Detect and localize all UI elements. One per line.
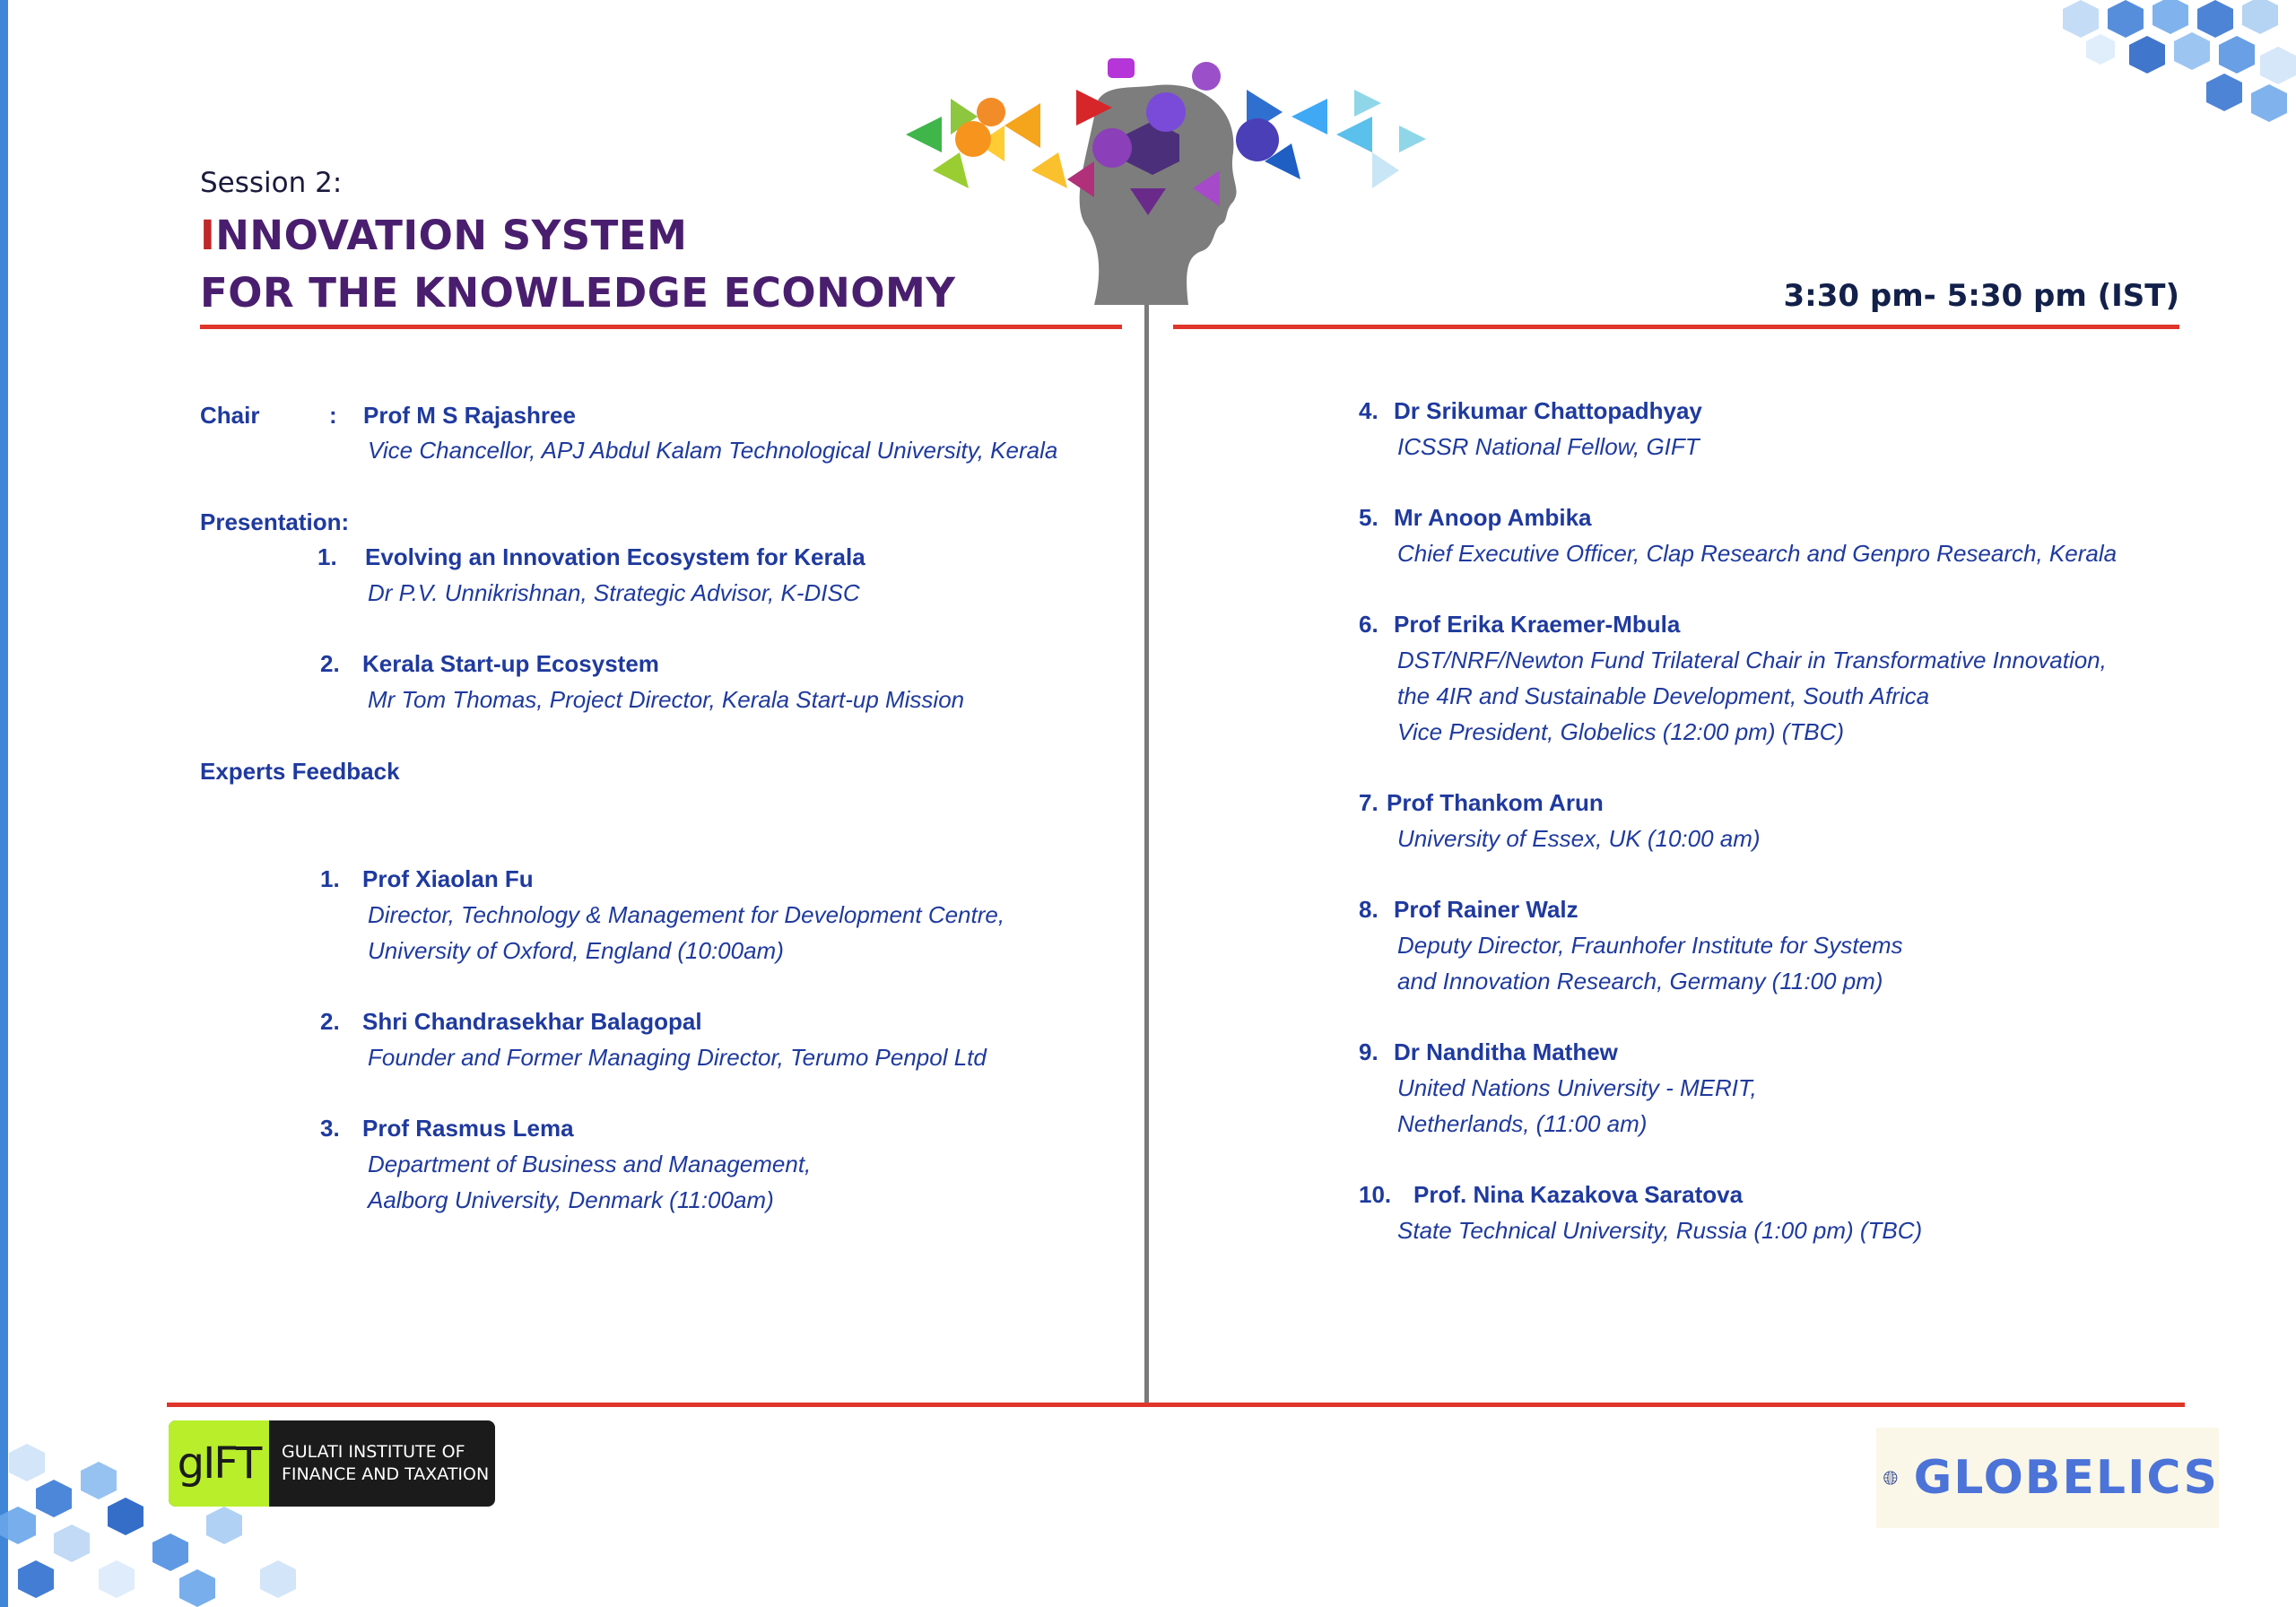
expert-item xyxy=(320,1110,811,1218)
presentation-title: Kerala Start-up Ecosystem xyxy=(362,650,659,677)
globelics-wordmark: GLOBELICS xyxy=(1913,1451,2219,1505)
list-number: 6. xyxy=(1359,611,1378,638)
head-innovation-illustration xyxy=(870,36,1444,314)
expert-item xyxy=(1359,606,2107,750)
expert-affiliation: Deputy Director, Fraunhofer Institute for Systems xyxy=(1397,932,1903,959)
expert-item xyxy=(320,1003,987,1075)
session-label: Session 2: xyxy=(200,167,343,199)
left-frame-bar xyxy=(0,0,8,1607)
gift-logo-line1: GULATI INSTITUTE OF xyxy=(282,1442,465,1462)
session-time: 3:30 pm- 5:30 pm (IST) xyxy=(1783,278,2179,314)
list-number: 4. xyxy=(1359,397,1378,424)
presentation-item xyxy=(320,646,964,717)
list-number: 2. xyxy=(320,650,340,677)
gift-logo-line2: FINANCE AND TAXATION xyxy=(282,1464,490,1484)
header-rule-right xyxy=(1173,325,2179,329)
expert-affiliation: Department of Business and Management, xyxy=(368,1151,812,1177)
expert-item xyxy=(1359,1034,1757,1142)
expert-affiliation: Chief Executive Officer, Clap Research and Genpro Research, Kerala xyxy=(1397,540,2118,567)
expert-name: Prof Thankom Arun xyxy=(1387,789,1604,816)
footer-rule xyxy=(167,1403,2185,1407)
page-title-line2: FOR THE KNOWLEDGE ECONOMY xyxy=(200,269,956,317)
experts-feedback-label: Experts Feedback xyxy=(200,758,400,785)
chair-name: Prof M S Rajashree xyxy=(363,402,576,429)
expert-affiliation: Aalborg University, Denmark (11:00am) xyxy=(368,1186,774,1213)
expert-affiliation: United Nations University - MERIT, xyxy=(1397,1074,1757,1101)
globelics-logo xyxy=(1876,1428,2219,1528)
presentation-title: Evolving an Innovation Ecosystem for Kerala xyxy=(365,543,865,570)
presentation-item xyxy=(317,539,865,611)
expert-name: Prof Rasmus Lema xyxy=(362,1115,574,1142)
list-number: 9. xyxy=(1359,1038,1378,1065)
column-divider xyxy=(1144,305,1149,1403)
expert-item xyxy=(1359,499,2117,571)
header-rule-left xyxy=(200,325,1122,329)
list-number: 3. xyxy=(320,1115,340,1142)
expert-affiliation: Vice President, Globelics (12:00 pm) (TBC) xyxy=(1397,718,1845,745)
gift-logo xyxy=(169,1420,495,1507)
expert-name: Prof Erika Kraemer-Mbula xyxy=(1394,611,1681,638)
expert-affiliation: University of Essex, UK (10:00 am) xyxy=(1397,825,1761,852)
presentation-label: Presentation: xyxy=(200,508,350,535)
page-title-line1 xyxy=(200,212,687,259)
chair-label: Chair xyxy=(200,402,260,429)
expert-item xyxy=(1359,393,1702,465)
expert-name: Prof Xiaolan Fu xyxy=(362,865,534,892)
expert-affiliation: ICSSR National Fellow, GIFT xyxy=(1397,433,1700,460)
title-first-letter: I xyxy=(200,212,216,259)
hexagon-decoration-top-right xyxy=(2036,0,2296,143)
expert-name: Mr Anoop Ambika xyxy=(1394,504,1592,531)
expert-item xyxy=(320,861,1004,969)
expert-item xyxy=(1359,785,1761,856)
list-number: 1. xyxy=(317,543,337,570)
expert-name: Prof Rainer Walz xyxy=(1394,896,1578,923)
chair-role: Vice Chancellor, APJ Abdul Kalam Technological University, Kerala xyxy=(368,437,1058,464)
expert-affiliation: the 4IR and Sustainable Development, South Africa xyxy=(1397,682,1930,709)
list-number: 8. xyxy=(1359,896,1378,923)
presentation-speaker: Mr Tom Thomas, Project Director, Kerala Start-up Mission xyxy=(368,686,965,713)
expert-affiliation: Director, Technology & Management for Development Centre, xyxy=(368,901,1005,928)
gift-logo-text xyxy=(269,1420,495,1507)
gift-logo-mark: gIFT xyxy=(169,1420,269,1507)
expert-item xyxy=(1359,891,1903,999)
list-number: 1. xyxy=(320,865,340,892)
list-number: 5. xyxy=(1359,504,1378,531)
expert-name: Shri Chandrasekhar Balagopal xyxy=(362,1008,702,1035)
expert-name: Dr Nanditha Mathew xyxy=(1394,1038,1618,1065)
chair-separator: : xyxy=(329,402,337,429)
expert-item xyxy=(1359,1177,1922,1248)
expert-name: Prof. Nina Kazakova Saratova xyxy=(1413,1181,1744,1208)
expert-affiliation: Netherlands, (11:00 am) xyxy=(1397,1110,1648,1137)
expert-affiliation: and Innovation Research, Germany (11:00 pm) xyxy=(1397,968,1883,995)
list-number: 7. xyxy=(1359,789,1378,816)
expert-affiliation: State Technical University, Russia (1:00 pm) (TBC) xyxy=(1397,1217,1923,1244)
title-line1-rest: NNOVATION SYSTEM xyxy=(215,212,688,259)
expert-name: Dr Srikumar Chattopadhyay xyxy=(1394,397,1702,424)
presentation-speaker: Dr P.V. Unnikrishnan, Strategic Advisor, K-DISC xyxy=(368,579,860,606)
list-number: 10. xyxy=(1359,1181,1392,1208)
expert-affiliation: DST/NRF/Newton Fund Trilateral Chair in Transformative Innovation, xyxy=(1397,647,2107,673)
expert-affiliation: Founder and Former Managing Director, Terumo Penpol Ltd xyxy=(368,1044,987,1071)
globe-icon xyxy=(1883,1428,1898,1528)
expert-affiliation: University of Oxford, England (10:00am) xyxy=(368,937,784,964)
list-number: 2. xyxy=(320,1008,340,1035)
